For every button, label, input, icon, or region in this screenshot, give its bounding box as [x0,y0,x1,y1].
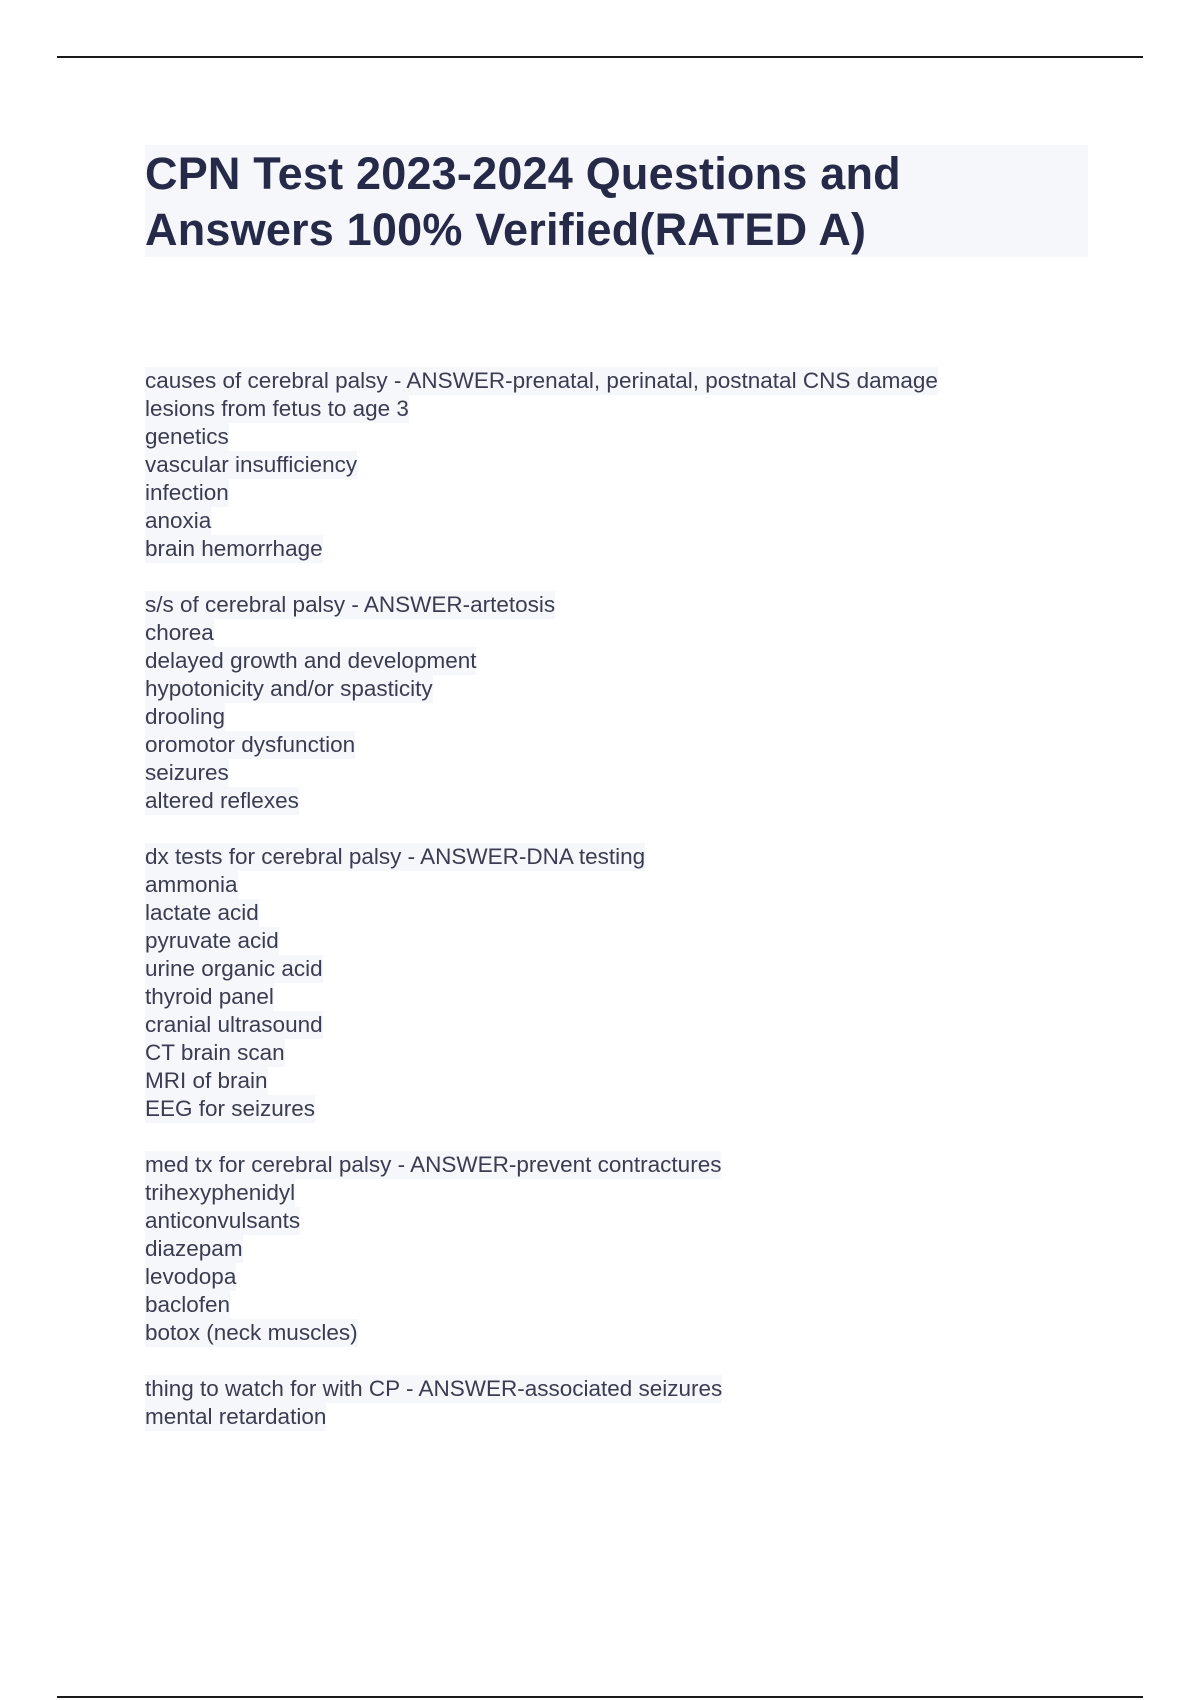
title-line-2: Answers 100% Verified(RATED A) [145,204,867,255]
answer-line: MRI of brain [145,1068,268,1093]
question-line: dx tests for cerebral palsy - ANSWER-DNA testing [145,844,646,869]
answer-line: ammonia [145,872,238,897]
answer-line: drooling [145,704,226,729]
answer-line: lactate acid [145,900,259,925]
answer-line: lesions from fetus to age 3 [145,396,409,421]
answer-line: thyroid panel [145,984,274,1009]
answer-line: trihexyphenidyl [145,1180,296,1205]
bottom-rule [57,1696,1143,1698]
answer-line: pyruvate acid [145,928,279,953]
question-line: causes of cerebral palsy - ANSWER-prenatal, perinatal, postnatal CNS damage [145,368,938,393]
answer-line: baclofen [145,1292,231,1317]
answer-line: mental retardation [145,1404,327,1429]
question-line: med tx for cerebral palsy - ANSWER-prevent contractures [145,1152,722,1177]
answer-line: chorea [145,620,214,645]
answer-line: anticonvulsants [145,1208,301,1233]
answer-line: botox (neck muscles) [145,1320,358,1345]
qa-item [145,1375,1095,1431]
qa-item [145,843,1095,1123]
answer-line: hypotonicity and/or spasticity [145,676,433,701]
answer-line: EEG for seizures [145,1096,316,1121]
answer-line: diazepam [145,1236,243,1261]
answer-line: genetics [145,424,229,449]
answer-line: delayed growth and development [145,648,477,673]
answer-line: levodopa [145,1264,237,1289]
answer-line: altered reflexes [145,788,299,813]
answer-line: CT brain scan [145,1040,285,1065]
answer-line: seizures [145,760,229,785]
answer-line: urine organic acid [145,956,323,981]
document-title [145,146,901,258]
answer-line: oromotor dysfunction [145,732,356,757]
answer-line: infection [145,480,229,505]
answer-line: brain hemorrhage [145,536,323,561]
question-line: thing to watch for with CP - ANSWER-associated seizures [145,1376,723,1401]
answer-line: vascular insufficiency [145,452,358,477]
top-rule [57,56,1143,58]
qa-item [145,591,1095,815]
answer-line: anoxia [145,508,212,533]
qa-item [145,367,1095,563]
question-line: s/s of cerebral palsy - ANSWER-artetosis [145,592,556,617]
title-line-1: CPN Test 2023-2024 Questions and [145,148,901,199]
answer-line: cranial ultrasound [145,1012,323,1037]
qa-item [145,1151,1095,1347]
qa-list [145,367,1095,1459]
